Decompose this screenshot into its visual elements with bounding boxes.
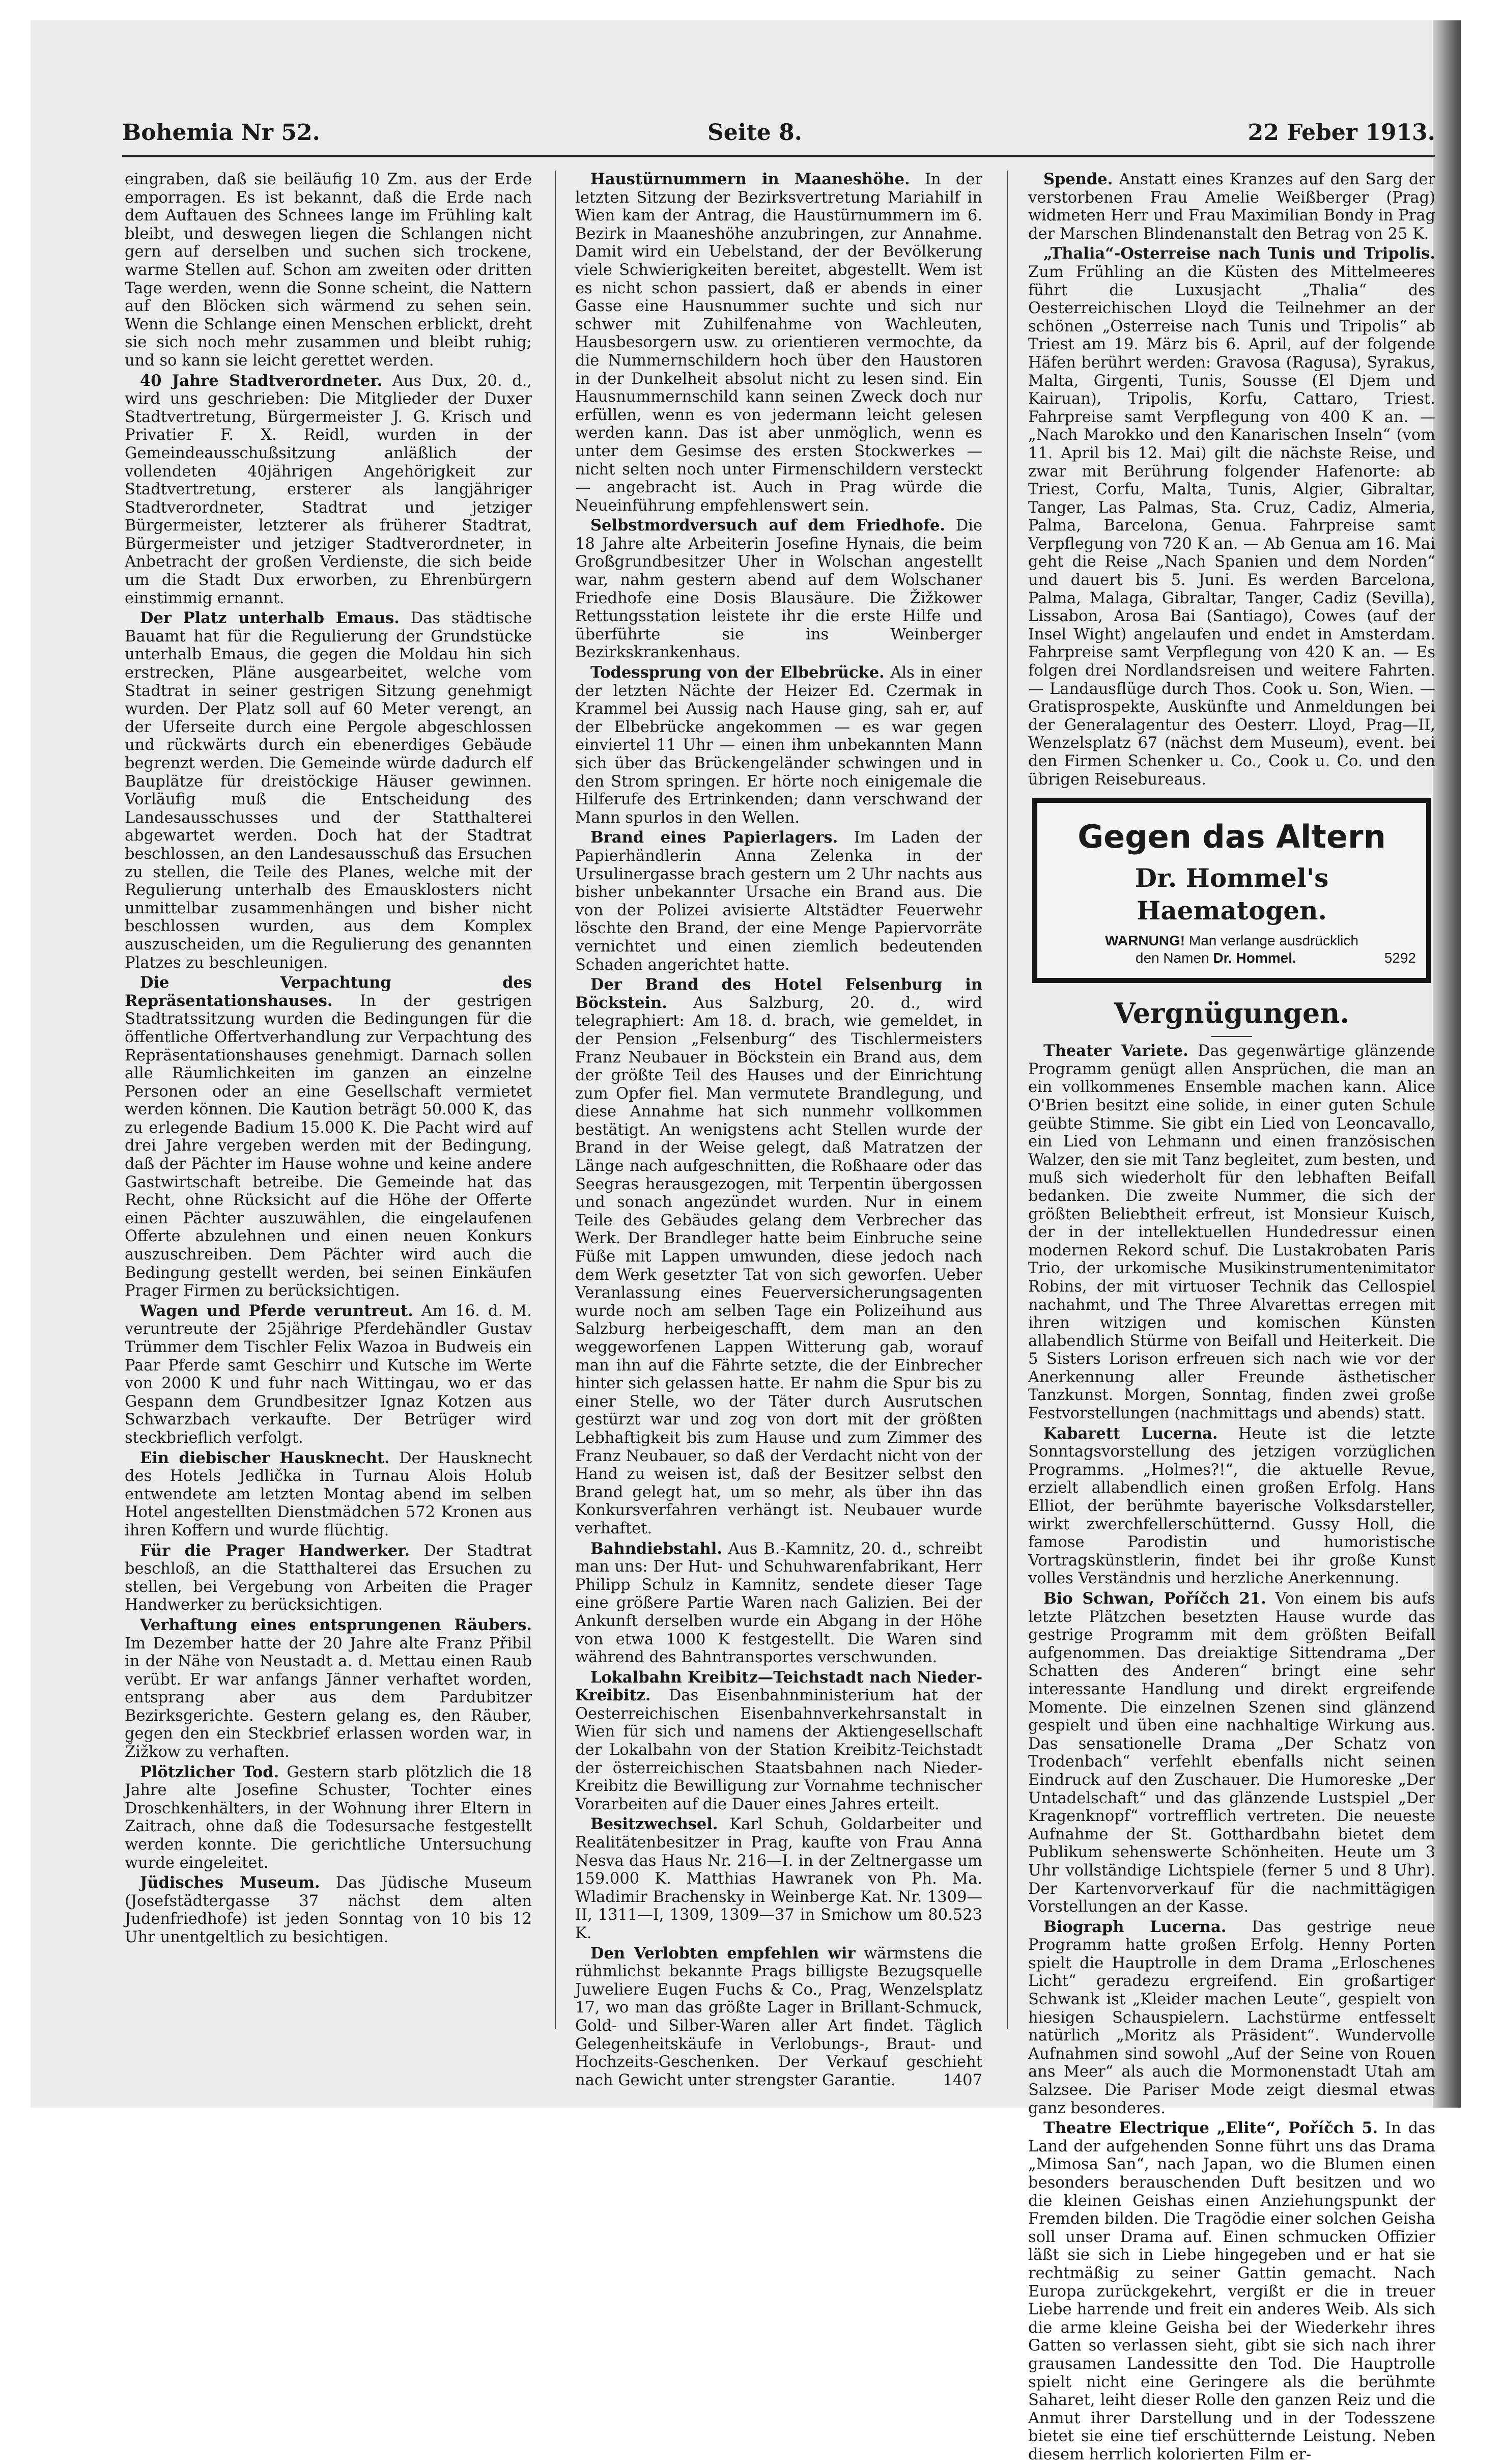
ad-warning: WARNUNG! Man verlange ausdrücklich xyxy=(1105,933,1358,949)
article-heading: Spende. xyxy=(1043,170,1113,188)
article-paragraph: eingraben, daß sie beiläufig 10 Zm. aus der Erde emporragen. Es ist bekannt, daß die Erde nach dem Auftauen des Schnees lange im Frühling kalt bleibt, und deswegen liegen die Schlangen nicht gern auf derselben und suchen sich trockene, warme Stellen auf. Schon am zweiten oder dritten Tage werden, wenn die Sonne scheint, die Nattern auf den Blöcken sich wärmend zu sehen sein. Wenn die Schlange einen Menschen erblickt, dreht sie sich noch mehr zusammen und bleibt ruhig; und so kann sie leicht gerettet werden. xyxy=(125,171,532,370)
article-paragraph: Jüdisches Museum. Das Jüdische Museum (Josefstädtergasse 37 nächst dem alten Judenfriedhofe) ist jeden Sonntag von 10 bis 12 Uhr unentgeltlich zu besichtigen. xyxy=(125,1873,532,1946)
column-3 xyxy=(1028,170,1436,2463)
article-paragraph: Plötzlicher Tod. Gestern starb plötzlich die 18 Jahre alte Josefine Schuster, Tochter eines Droschkenhälters, in der Wohnung ihrer Eltern in Zaitrach, ohne daß die Todesursache festgestellt werden konnte. Die gerichtliche Untersuchung wurde eingeleitet. xyxy=(125,1762,532,1872)
article-heading: Der Platz unterhalb Emaus. xyxy=(140,609,400,628)
article-heading: Besitzwechsel. xyxy=(590,1815,718,1834)
article-heading: Der Brand des Hotel Felsenburg in Böckstein. xyxy=(575,975,982,1012)
article-paragraph: Wagen und Pferde veruntreut. Am 16. d. M. veruntreute der 25jährige Pferdehändler Gustav Trümmer dem Tischler Felix Wazoa in Budweis ein Paar Pferde samt Geschirr und Kutsche im Werte von 2000 K und fuhr nach Wittingau, wo er das Gespann dem Grundbesitzer Ignaz Kotzen aus Schwarzbach verkaufte. Der Betrüger wird steckbrieflich verfolgt. xyxy=(125,1301,532,1447)
section-title: Vergnügungen. xyxy=(1114,997,1350,1030)
article-heading: Biograph Lucerna. xyxy=(1043,1917,1227,1936)
column-1 xyxy=(125,171,532,2029)
section-divider xyxy=(1211,1036,1252,1037)
article-paragraph: Todessprung von der Elbebrücke. Als in einer der letzten Nächte der Heizer Ed. Czermak in Krammel bei Aussig nach Hause ging, sah er, auf der Elbebrücke angekommen — es war gegen einviertel 11 Uhr — einen ihm unbekannten Mann sich über das Brückengeländer schwingen und in den Strom springen. Er hörte noch einigemale die Hilferufe des Ertrinkenden; dann verschwand der Mann spurlos in den Wellen. xyxy=(575,663,982,827)
article-paragraph: Haustürnummern in Maaneshöhe. In der letzten Sitzung der Bezirksvertretung Mariahilf in Wien kam der Antrag, die Haustürnummern im 6. Bezirk in Maaneshöhe anzubringen, zur Annahme. Damit wird ein Uebelstand, der der Bevölkerung viele Schwierigkeiten bereitet, abgestellt. Wem ist es nicht schon passiert, daß er abends in einer Gasse eine Hausnummer suchte und sich nur schwer mit Zuhilfenahme von Wachleuten, Hausbesorgern usw. zu orientieren vermochte, da die Nummernschildern hoch über den Haustoren in der Dunkelheit absolut nicht zu lesen sind. Ein Hausnummernschild kann seinen Zweck doch nur erfüllen, wenn es von jedermann leicht gelesen werden kann. Das ist aber unmöglich, wenn es unter dem Gesimse des ersten Stockwerkes — nicht selten noch unter Firmenschildern versteckt — angebracht ist. Auch in Prag würde die Neueinführung empfehlenswert sein. xyxy=(575,170,982,515)
ad-name-line: den Namen Dr. Hommel. 5292 xyxy=(1135,950,1416,966)
article-heading: Jüdisches Museum. xyxy=(140,1873,320,1892)
masthead-issue: Bohemia Nr 52. xyxy=(122,120,320,146)
article-heading: Brand eines Papierlagers. xyxy=(590,828,838,847)
article-heading: Ein diebischer Hausknecht. xyxy=(140,1448,390,1467)
article-heading: Für die Prager Handwerker. xyxy=(140,1541,410,1560)
article-paragraph: Kabarett Lucerna. Heute ist die letzte Sonntagsvorstellung des jetzigen vorzüglichen Programms. „Holmes?!“, die aktuelle Revue, erzielt allabendlich einen großen Erfolg. Hans Elliot, der berühmte bayerische Volksdarsteller, wirkt zwerchfellerschütternd. Gussy Holl, die famose Parodistin und humoristische Vortragskünstlerin, findet bei ihr große Kunst volles Verständnis und herzliche Anerkennung. xyxy=(1028,1424,1436,1588)
haematogen-advertisement xyxy=(1032,798,1431,983)
scan-edge xyxy=(1433,20,1461,2108)
article-heading: Todessprung von der Elbebrücke. xyxy=(590,663,885,682)
page-number: Seite 8. xyxy=(707,120,803,146)
ad-code: 5292 xyxy=(1384,950,1416,966)
article-paragraph: Brand eines Papierlagers. Im Laden der Papierhändlerin Anna Zelenka in der Ursulinergasse brach gestern um 2 Uhr nachts aus bisher unbekannter Ursache ein Brand aus. Die von der Polizei avisierte Altstädter Feuerwehr löschte den Brand, der eine Menge Papiervorräte vernichtet und einen ziemlich bedeutenden Schaden angerichtet hatte. xyxy=(575,828,982,974)
article-heading: Die Verpachtung des Repräsentationshauses. xyxy=(125,973,532,1010)
column-rule xyxy=(555,171,556,2029)
article-paragraph: Selbstmordversuch auf dem Friedhofe. Die 18 Jahre alte Arbeiterin Josefine Hynais, die beim Großgrundbesitzer Uher in Wolschan angestellt war, nahm gestern abend auf dem Wolschaner Friedhofe eine Dosis Blausäure. Die Žižkower Rettungsstation leistete ihr die erste Hilfe und überführte sie ins Weinberger Bezirkskrankenhaus. xyxy=(575,516,982,662)
article-heading: Bio Schwan, Poříčch 21. xyxy=(1043,1589,1266,1608)
ad-headline: Gegen das Altern xyxy=(1078,818,1386,856)
issue-date: 22 Feber 1913. xyxy=(1248,120,1435,146)
article-heading: Bahndiebstahl. xyxy=(590,1539,722,1558)
article-heading: Kabarett Lucerna. xyxy=(1043,1424,1218,1443)
article-heading: „Thalia“-Osterreise nach Tunis und Tripolis. xyxy=(1043,244,1435,263)
article-paragraph: Die Verpachtung des Repräsentationshauses. In der gestrigen Stadtratssitzung wurden die Bedingungen für die öffentliche Offertverhandlung zur Verpachtung des Repräsentationshauses genehmigt. Darnach sollen alle Räumlichkeiten im ganzen an einzelne Personen oder an eine Gesellschaft vermietet werden können. Die Kaution beträgt 50.000 K, das zu erlegende Badium 15.000 K. Die Pacht wird auf drei Jahre vergeben werden mit der Bedingung, daß der Pächter im Hause wohne und keine andere Gastwirtschaft betreibe. Die Gemeinde hat das Recht, ohne Rücksicht auf die Höhe der Offerte einen Pächter auszuwählen, die eingelaufenen Offerte abzulehnen und einen neuen Konkurs auszuschreiben. Dem Pächter wird auch die Bedingung gestellt werden, bei seinen Einkäufen Prager Firmen zu berücksichtigen. xyxy=(125,973,532,1300)
ad-code: 1407 xyxy=(943,2071,982,2089)
article-paragraph: Der Platz unterhalb Emaus. Das städtische Bauamt hat für die Regulierung der Grundstücke unterhalb Emaus, die gegen die Moldau hin sich erstrecken, Pläne ausgearbeitet, welche vom Stadtrat in seiner gestrigen Sitzung genehmigt wurden. Der Platz soll auf 60 Meter verengt, an der Uferseite durch eine Pergole abgeschlossen und rückwärts durch ein ebenerdiges Gebäude begrenzt werden. Die Gemeinde würde dadurch elf Bauplätze für dreistöckige Häuser gewinnen. Vorläufig muß die Entscheidung des Landesausschusses und der Statthalterei abgewartet werden. Doch hat der Stadtrat beschlossen, an den Landesausschuß das Ersuchen zu stellen, die Teile des Planes, welche mit der Regulierung unterhalb des Emausklosters nicht unmittelbar zusammenhängen und bisher nicht beschlossen wurden, aus dem Komplex auszuscheiden, um die Regulierung des genannten Platzes zu beschleunigen. xyxy=(125,609,532,972)
article-paragraph: Besitzwechsel. Karl Schuh, Goldarbeiter und Realitätenbesitzer in Prag, kaufte von Frau Anna Nesva das Haus Nr. 216—I. in der Zeltnergasse um 159.000 K. Matthias Hawranek von Ph. Ma. Wladimir Brachensky in Weinberge Kat. Nr. 1309—II, 1311—I, 1309, 1309—37 in Smichow um 80.523 K. xyxy=(575,1815,982,1942)
article-heading: Haustürnummern in Maaneshöhe. xyxy=(590,170,910,188)
article-heading: 40 Jahre Stadtverordneter. xyxy=(140,371,383,390)
newspaper-page xyxy=(31,20,1461,2463)
article-paragraph: Biograph Lucerna. Das gestrige neue Programm hatte großen Erfolg. Henny Porten spielt die Hauptrolle in dem Drama „Erloschenes Licht“ geradezu ergreifend. Ein großartiger Schwank ist „Kleider machen Leute“, gespielt von hiesigen Schauspielern. Lachstürme entfesselt natürlich „Moritz als Präsident“. Wundervolle Aufnahmen sind sowohl „Auf der Seine von Rouen ans Meer“ als auch die Mormonenstadt Utah am Salzsee. Die Pariser Mode zeigt diesmal etwas ganz besonderes. xyxy=(1028,1917,1435,2117)
article-heading: Selbstmordversuch auf dem Friedhofe. xyxy=(590,516,946,535)
article-heading: Theater Variete. xyxy=(1043,1042,1188,1060)
article-paragraph: „Thalia“-Osterreise nach Tunis und Tripolis. Zum Frühling an die Küsten des Mittelmeeres führt die Luxusjacht „Thalia“ des Oesterreichischen Lloyd die Teilnehmer an der schönen „Osterreise nach Tunis und Tripolis“ ab Triest am 19. März bis 6. April, auf der folgende Häfen berührt werden: Gravosa (Ragusa), Syrakus, Malta, Girgenti, Tunis, Sousse (El Djem und Kairuan), Tripolis, Korfu, Cattaro, Triest. Fahrpreise samt Verpflegung von 400 K an. — „Nach Marokko und den Kanarischen Inseln“ (vom 11. April bis 12. Mai) gilt die nächste Reise, und zwar mit Berührung folgender Hafenorte: ab Triest, Corfu, Malta, Tunis, Algier, Gibraltar, Tanger, Las Palmas, Sta. Cruz, Cadiz, Almeria, Palma, Barcelona, Genua. Fahrpreise samt Verpflegung von 720 K an. — Ab Genua am 16. Mai geht die Reise „Nach Spanien und dem Norden“ und dauert bis 5. Juni. Es werden Barcelona, Palma, Malaga, Gibraltar, Tanger, Cadiz (Sevilla), Lissabon, Arosa Bai (Santiago), Cowes (auf der Insel Wight) angelaufen und endet in Amsterdam. Fahrpreise samt Verpflegung von 420 K an. — Es folgen drei Nordlandsreisen und weitere Fahrten. — Landausflüge durch Thos. Cook u. Son, Wien. — Gratisprospekte, Auskünfte und Anmeldungen bei der Generalagentur des Oesterr. Lloyd, Prag—II, Wenzelsplatz 67 (nächst dem Museum), event. bei den Firmen Schenker u. Co., Cook u. Co. und den übrigen Reisebureaus. xyxy=(1028,244,1435,789)
article-paragraph: Bio Schwan, Poříčch 21. Von einem bis aufs letzte Plätzchen besetzten Hause wurde das gestrige Programm mit dem größten Beifall aufgenommen. Das dreiaktige Sittendrama „Der Schatten des Anderen“ bringt eine sehr interessante Handlung und direkt ergreifende Momente. Die einzelnen Szenen sind glänzend gespielt und üben eine nachhaltige Wirkung aus. Das sensationelle Drama „Der Schatz von Trodenbach“ verfehlt ebenfalls nicht seinen Eindruck auf den Zuschauer. Die Humoreske „Der Untadelschaft“ und das glänzende Lustspiel „Der Kragenknopf“ vortrefflich vertreten. Die neueste Aufnahme der St. Gotthardbahn bietet dem Publikum sehenswerte Schönheiten. Heute um 3 Uhr vollständige Lichtspiele (ferner 5 und 8 Uhr). Der Kartenvorverkauf für die nachmittägigen Vorstellungen an der Kasse. xyxy=(1028,1589,1435,1916)
article-paragraph: Lokalbahn Kreibitz—Teichstadt nach Nieder-Kreibitz. Das Eisenbahnministerium hat der Oesterreichischen Eisenbahnverkehrsanstalt in Wien für sich und namens der Aktiengesellschaft der Lokalbahn von der Station Kreibitz-Teichstadt der österreichischen Staatsbahnen nach Nieder-Kreibitz die Bewilligung zur Vornahme technischer Vorarbeiten auf die Dauer eines Jahres erteilt. xyxy=(575,1668,982,1813)
article-paragraph: Theatre Electrique „Elite“, Poříčch 5. In das Land der aufgehenden Sonne führt uns das Drama „Mimosa San“, nach Japan, wo die Blumen einen besonders berauschenden Duft besitzen und wo die kleinen Geishas einen Anziehungspunkt der Fremden bilden. Die Tragödie einer solchen Geisha soll unser Drama auf. Einen schmucken Offizier läßt sie sich in Liebe hingegeben und er hat sie rechtmäßig zu seiner Gattin gemacht. Nach Europa zurückgekehrt, vergißt er die in treuer Liebe harrende und freit ein anderes Weib. Als sich die arme kleine Geisha bei der Wiederkehr ihres Gatten so verlassen sieht, gibt sie sich nach ihrer grausamen Landessitte den Tod. Die Hauptrolle spielt nicht eine Geringere als die berühmte Saharet, leiht dieser Rolle den ganzen Reiz und die Anmut ihrer Darstellung und in der Todesszene bietet sie eine tief erschütternde Leistung. Neben diesem herrlich kolorierten Film er- xyxy=(1028,2119,1435,2463)
column-rule xyxy=(1007,171,1008,2029)
article-heading: Theatre Electrique „Elite“, Poříčch 5. xyxy=(1043,2119,1378,2138)
article-paragraph: Ein diebischer Hausknecht. Der Hausknecht des Hotels Jedlička in Turnau Alois Holub entwendete am letzten Montag abend im selben Hotel angestellten Dienstmädchen 572 Kronen aus ihren Koffern und wurde flüchtig. xyxy=(125,1448,532,1539)
article-paragraph: Für die Prager Handwerker. Der Stadtrat beschloß, an die Statthalterei das Ersuchen zu stellen, bei Vergebung von Arbeiten die Prager Handwerker zu berücksichtigen. xyxy=(125,1541,532,1614)
article-paragraph: Der Brand des Hotel Felsenburg in Böckstein. Aus Salzburg, 20. d., wird telegraphiert: Am 18. d. brach, wie gemeldet, in der Pension „Felsenburg“ des Tischlermeisters Franz Neubauer in Böckstein ein Brand aus, dem der größte Teil des Hauses und der Einrichtung zum Opfer fiel. Man vermutete Brandlegung, und diese Annahme hat sich nunmehr vollkommen bestätigt. An wenigstens acht Stellen wurde der Brand in der Weise gelegt, daß Matratzen der Länge nach aufgeschnitten, die Roßhaare oder das Seegras herausgezogen, mit Terpentin übergossen und sonach angezündet wurden. Nur in einem Teile des Gebäudes gelang dem Verbrecher das Werk. Der Brandleger hatte beim Einbruche seine Füße mit Lappen umwunden, diese jedoch nach dem Werk gesetzter Tat von sich geworfen. Ueber Veranlassung eines Feuerversicherungsagenten wurde noch am selben Tage ein Polizeihund aus Salzburg herbeigeschafft, dem man an den weggeworfenen Lappen Witterung gab, worauf man ihn auf die Fährte setzte, die der Einbrecher hinter sich gelassen hatte. Er nahm die Spur bis zu einer Stelle, wo der Täter durch Ausrutschen gestürzt war und zog von dort mit der größten Lebhaftigkeit bis zum Hause und zum Zimmer des Franz Neubauer, so daß der Verdacht nicht von der Hand zu weisen ist, daß der Besitzer selbst den Brand gelegt hat, um so mehr, als über ihn das Konkursverfahren verhängt ist. Neubauer wurde verhaftet. xyxy=(575,975,982,1537)
ad-product-name: Dr. Hommel's Haematogen. xyxy=(1135,863,1329,926)
article-heading: Plötzlicher Tod. xyxy=(140,1762,279,1781)
article-paragraph: Theater Variete. Das gegenwärtige glänzende Programm genügt allen Ansprüchen, die man an ein vollkommenes Ensemble machen kann. Alice O'Brien besitzt eine solide, in einer guten Schule geübte Stimme. Sie gibt ein Lied von Leoncavallo, ein Lied von Lehmann und einen französischen Walzer, den sie mit Tanz begleitet, zum besten, und muß sich wiederholt für den lebhaften Beifall bedanken. Die zweite Nummer, die sich der größten Beliebtheit erfreut, ist Monsieur Kuisch, der in der intellektuellen Hundedressur einen modernen Rekord schuf. Die Lustakrobaten Paris Trio, der urkomische Musikinstrumentenimitator Robins, der mit virtuoser Technik das Cellospiel nachahmt, und The Three Alvarettas erregen mit ihren witzigen und komischen Künsten allabendlich Stürme von Beifall und Heiterkeit. Die 5 Sisters Lorison erfreuen sich nach wie vor der Anerkennung aller Freunde ästhetischer Tanzkunst. Morgen, Sonntag, finden zwei große Festvorstellungen (nachmittags und abends) statt. xyxy=(1028,1042,1435,1423)
article-heading: Lokalbahn Kreibitz—Teichstadt nach Nieder-Kreibitz. xyxy=(575,1668,982,1705)
article-paragraph: Bahndiebstahl. Aus B.-Kamnitz, 20. d., schreibt man uns: Der Hut- und Schuhwarenfabrikant, Herr Philipp Schulz in Kamnitz, sendete dieser Tage eine größere Partie Waren nach Galizien. Bei der Ankunft derselben wurde ein Abgang in der Höhe von etwa 1000 K festgestellt. Die Waren sind während des Bahntransportes verschwunden. xyxy=(575,1539,982,1667)
article-heading: Verhaftung eines entsprungenen Räubers. xyxy=(140,1615,532,1634)
article-paragraph: Den Verlobten empfehlen wir wärmstens die rühmlichst bekannte Prags billigste Bezugsquelle Juweliere Eugen Fuchs & Co., Prag, Wenzelsplatz 17, wo man das größte Lager in Brillant-Schmuck, Gold- und Silber-Waren aller Art findet. Täglich Gelegenheitskäufe in Verlobungs-, Braut- und Hochzeits-Geschenken. Der Verkauf geschieht nach Gewicht unter strengster Garantie. 1407 xyxy=(575,1944,982,2089)
article-heading: Wagen und Pferde veruntreut. xyxy=(140,1301,413,1320)
article-heading: Den Verlobten empfehlen wir xyxy=(590,1944,856,1963)
article-paragraph: 40 Jahre Stadtverordneter. Aus Dux, 20. d., wird uns geschrieben: Die Mitglieder der Duxer Stadtvertretung, Bürgermeister J. G. Krisch und Privatier F. X. Reidl, wurden in der Gemeindeausschußsitzung anläßlich der vollendeten 40jährigen Angehörigkeit zur Stadtvertretung, ersterer als langjähriger Stadtverordneter, Stadtrat und jetziger Bürgermeister, letzterer als früherer Stadtrat, Bürgermeister und jetziger Stadtverordneter, in Anbetracht der großen Verdienste, die sich beide um die Stadt Dux erworben, zu Ehrenbürgern einstimmig ernannt. xyxy=(125,371,532,607)
article-paragraph: Spende. Anstatt eines Kranzes auf den Sarg der verstorbenen Frau Amelie Weißberger (Prag) widmeten Herr und Frau Maximilian Bondy in Prag der Marschen Blindenanstalt den Betrag von 25 K. xyxy=(1028,170,1435,243)
page-header xyxy=(122,115,1435,157)
article-paragraph: Verhaftung eines entsprungenen Räubers. Im Dezember hatte der 20 Jahre alte Franz Přibil in der Nähe von Neustadt a. d. Mettau einen Raub verübt. Er war anfangs Jänner verhaftet worden, entsprang aber aus dem Pardubitzer Bezirksgerichte. Gestern gelang es, den Räuber, gegen den ein Steckbrief erlassen worden war, in Žižkow zu verhaften. xyxy=(125,1615,532,1761)
column-2 xyxy=(575,170,982,2089)
